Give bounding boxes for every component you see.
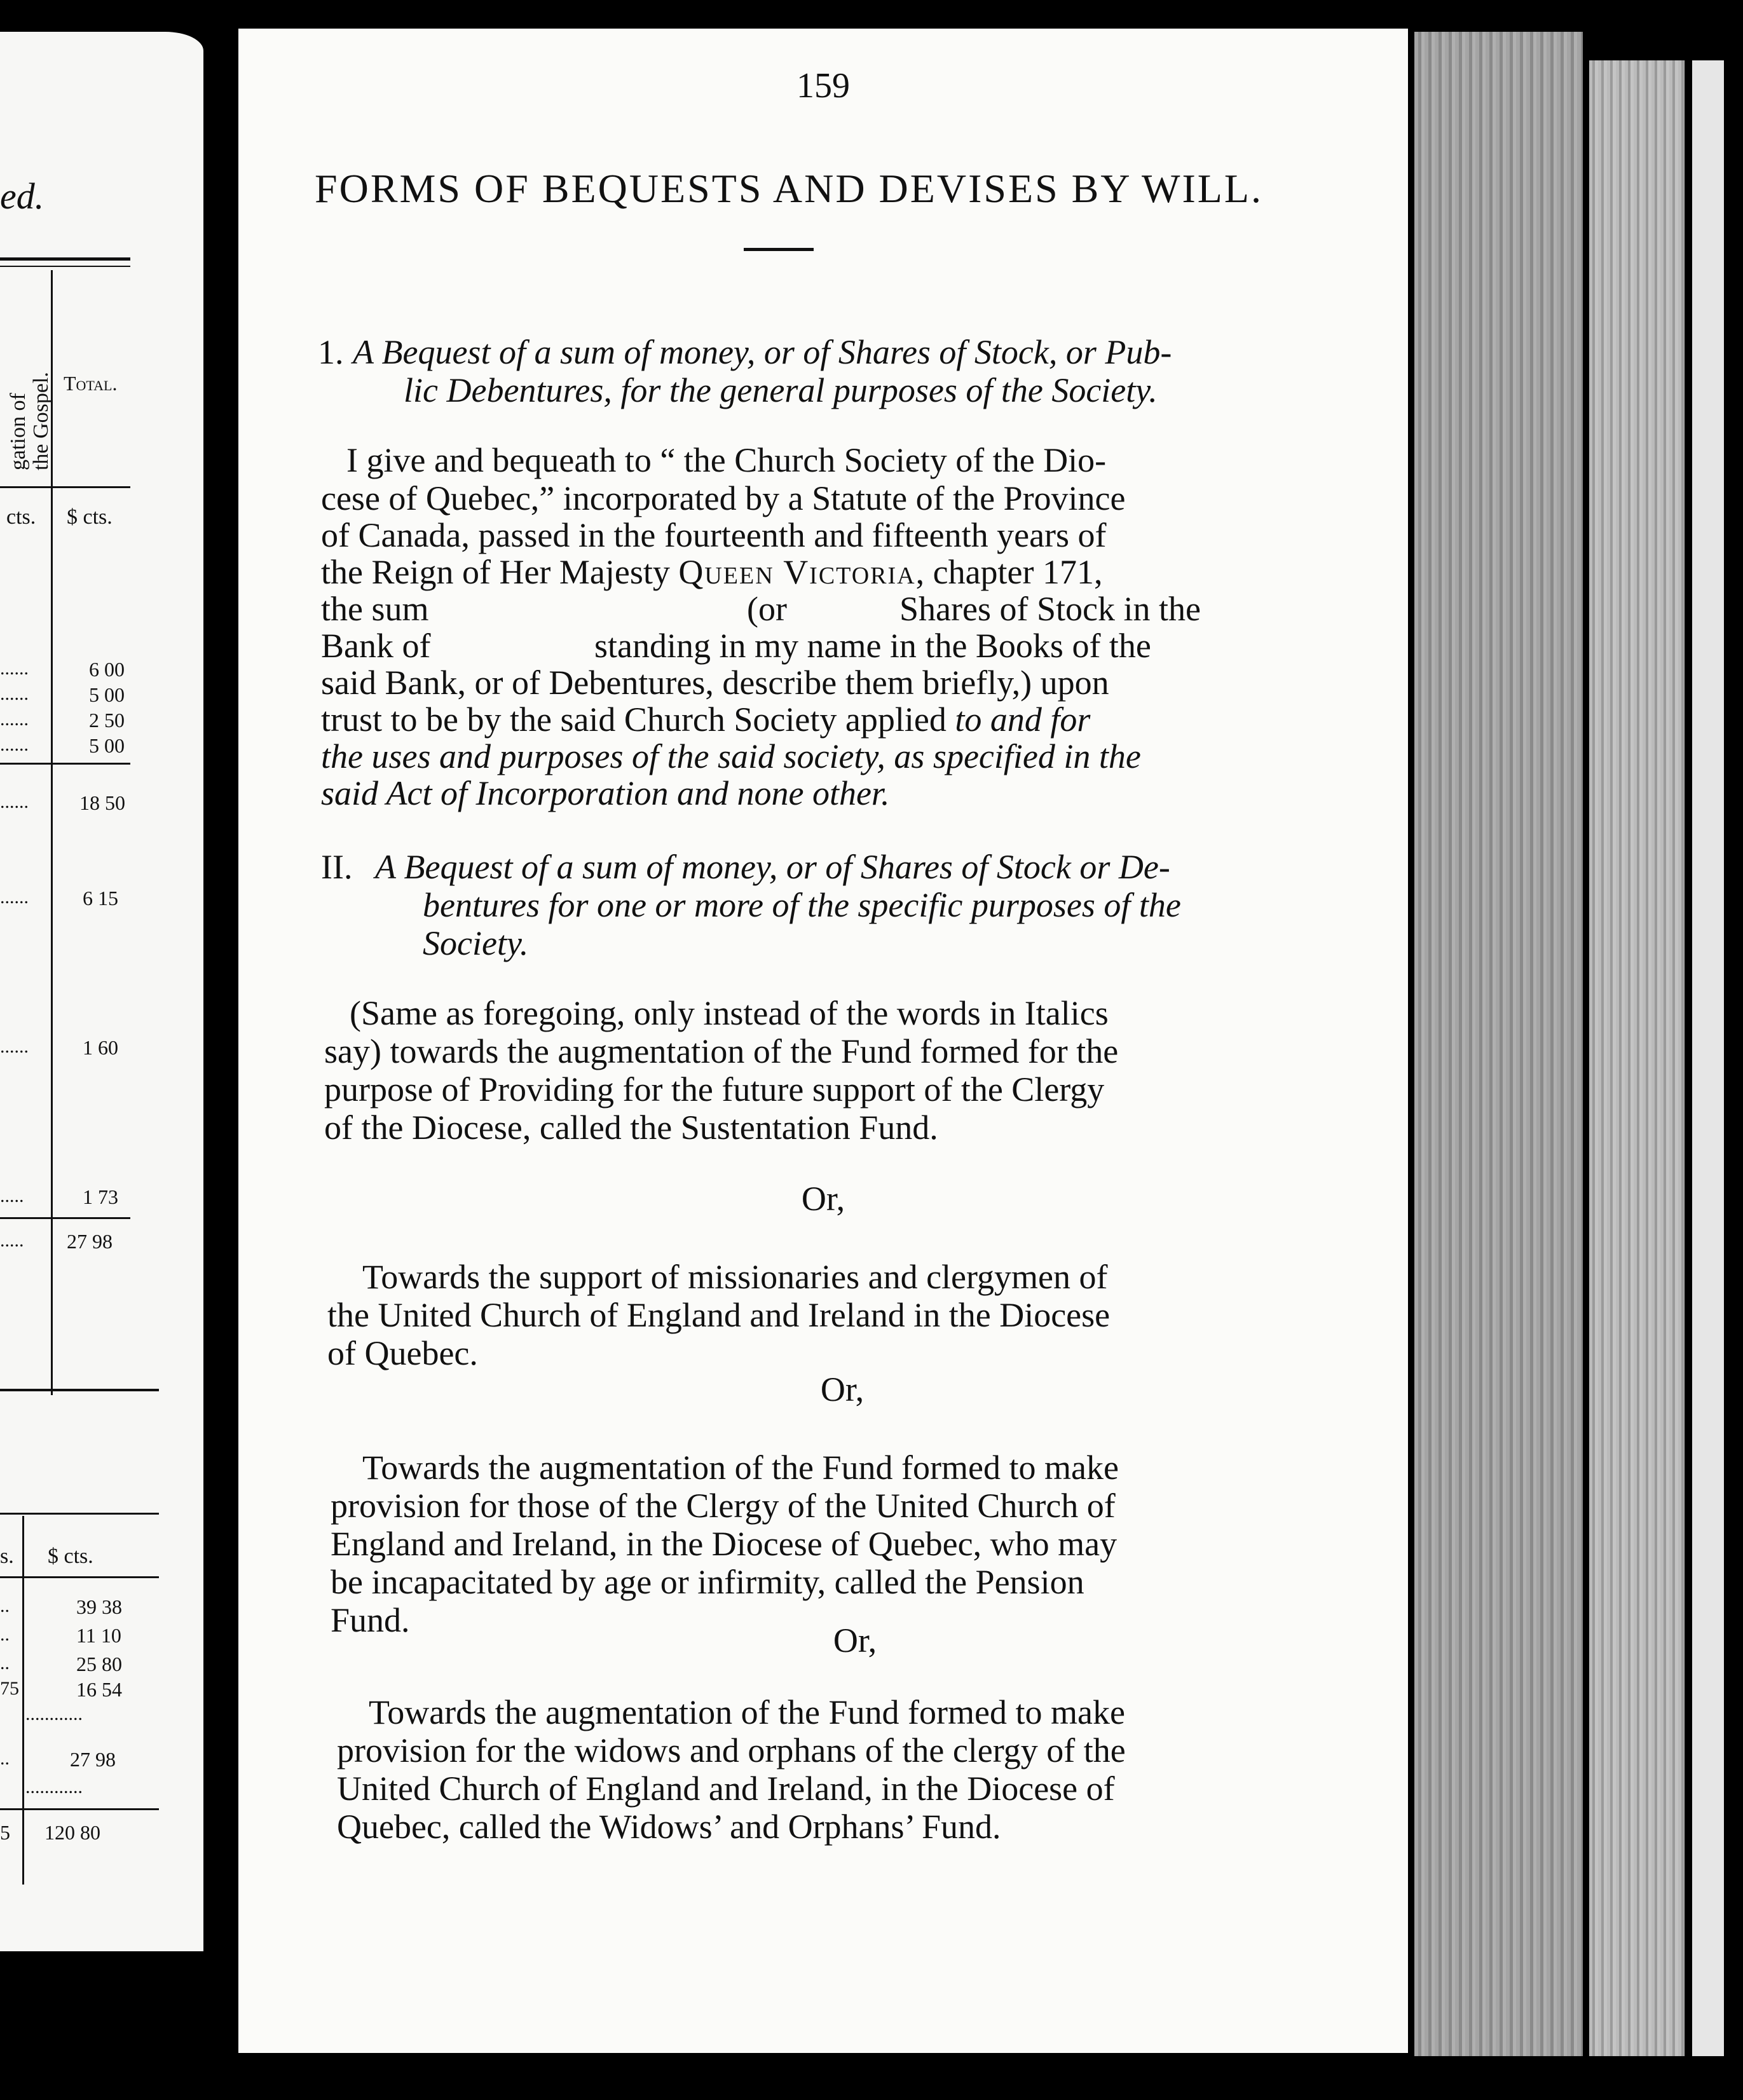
left-total-prefix: 5 (0, 1821, 10, 1844)
section2-para3-line: provision for those of the Clergy of the United Church of (331, 1487, 1116, 1525)
left-dot-leader: .. (0, 1653, 10, 1674)
section1-para-line: cese of Quebec,” incorporated by a Statute of the Province (321, 479, 1126, 517)
section2-para-line: say) towards the augmentation of the Fund formed for the (324, 1032, 1119, 1070)
section1-para-line: Bank of (321, 627, 431, 665)
section2-para2-line: Towards the support of missionaries and clergymen of (362, 1258, 1108, 1296)
left-subtotal: 18 50 (79, 791, 125, 814)
section1-para-line: standing in my name in the Books of the (594, 627, 1151, 665)
left-unit-dollar-cts: $ cts. (67, 505, 113, 529)
queen-victoria: Queen Victoria (678, 553, 916, 591)
section1-para-line (321, 554, 1103, 590)
left-entry: 1 60 (83, 1036, 118, 1059)
left-entry: 25 80 (76, 1653, 122, 1675)
page-title: FORMS OF BEQUESTS AND DEVISES BY WILL. (315, 166, 1263, 211)
left-table2-column-line (22, 1516, 24, 1885)
page-edge-block (1414, 32, 1583, 2056)
section1-para-line-c: , chapter 171, (915, 553, 1103, 591)
left-subtotal: 27 98 (67, 1230, 113, 1253)
left-table2-header-rule (0, 1576, 159, 1578)
or-separator: Or, (820, 1370, 865, 1408)
left-dot-leader: ............ (25, 1776, 83, 1797)
left-dot-leader: ...... (0, 734, 29, 755)
left-table-top-rule (0, 257, 130, 261)
left-dot-leader: .. (0, 1748, 10, 1769)
section1-para-line: the sum (321, 590, 429, 628)
left-table2-top-rule (0, 1513, 159, 1515)
section2-para4-line: provision for the widows and orphans of the clergy of the (337, 1731, 1126, 1769)
section1-para-line: Shares of Stock in the (899, 590, 1201, 628)
title-rule (744, 248, 814, 251)
section2-para4-line: Towards the augmentation of the Fund formed to make (369, 1693, 1125, 1731)
left-dot-leader: .. (0, 1624, 10, 1645)
section1-para-line: said Bank, or of Debentures, describe them briefly,) upon (321, 664, 1109, 702)
section2-para3-line: be incapacitated by age or infirmity, called the Pension (331, 1563, 1084, 1601)
section2-para4-line: Quebec, called the Widows’ and Orphans’ Fund. (337, 1808, 1001, 1846)
section1-para-line: the uses and purposes of the said society, as specified in the (321, 737, 1141, 775)
section1-para-line: of Canada, passed in the fourteenth and fifteenth years of (321, 516, 1107, 554)
left-unit-dollar-cts-2: $ cts. (48, 1544, 93, 1568)
section2-para2-line: of Quebec. (327, 1334, 478, 1372)
main-page (238, 29, 1408, 2053)
or-separator: Or, (833, 1621, 877, 1660)
section1-para-line: (or (747, 590, 787, 628)
left-table-top-rule-thin (0, 266, 130, 267)
section2-para-line: (Same as foregoing, only instead of the words in Italics (350, 994, 1109, 1032)
section1-para-line-a: the Reign of Her Majesty (321, 553, 679, 591)
left-dot-leader: ...... (0, 658, 29, 679)
section1-para-italic: to and for (955, 700, 1091, 739)
section2-para-line: of the Diocese, called the Sustentation Fund. (324, 1108, 938, 1147)
section1-para-line-a: trust to be by the said Church Society applied (321, 700, 955, 739)
left-unit-cts: cts. (6, 505, 36, 529)
left-dot-leader: ..... (0, 1230, 24, 1251)
left-col-header-1: gation of (6, 393, 30, 470)
section2-heading-line2: bentures for one or more of the specific purposes of the (423, 886, 1181, 924)
left-dot-leader: ............ (25, 1703, 83, 1724)
section2-numeral: II. (321, 848, 353, 886)
section1-heading-line1: A Bequest of a sum of money, or of Shares of Stock, or Pub- (353, 333, 1172, 371)
section2-para3-line: England and Ireland, in the Diocese of Quebec, who may (331, 1525, 1118, 1563)
left-subtotal: 27 98 (70, 1748, 116, 1771)
left-subtotal-rule (0, 763, 130, 765)
left-dot-leader: ...... (0, 791, 29, 812)
left-entry: 6 00 (89, 658, 125, 681)
section2-heading-line3: Society. (423, 924, 529, 962)
left-col-header-rotated (6, 311, 51, 470)
section1-para-line: said Act of Incorporation and none other. (321, 774, 890, 812)
left-col-header-total: Total. (64, 372, 118, 395)
left-entry: 16 54 (76, 1678, 122, 1701)
left-dot-leader: ...... (0, 887, 29, 908)
left-dot-leader: ..... (0, 1185, 24, 1206)
page-edge-block-inner (1589, 60, 1685, 2056)
left-entry: 11 10 (76, 1624, 121, 1647)
page-edge-strip (1692, 60, 1724, 2056)
left-entry-prefix: 75 (0, 1678, 19, 1699)
left-entry: 2 50 (89, 709, 125, 732)
left-col-header-2: the Gospel. (29, 372, 53, 470)
left-subtotal-rule (0, 1217, 130, 1219)
left-dot-leader: ...... (0, 709, 29, 730)
section1-numeral: 1. (318, 333, 344, 371)
left-facing-page (0, 32, 203, 1951)
section2-para3-line: Fund. (331, 1601, 410, 1639)
left-total-rule (0, 1808, 159, 1810)
section2-para2-line: the United Church of England and Ireland in the Diocese (327, 1296, 1111, 1334)
left-header-fragment: ed. (0, 175, 44, 217)
section2-para3-line: Towards the augmentation of the Fund formed to make (362, 1449, 1119, 1487)
left-entry: 5 00 (89, 734, 125, 757)
left-entry: 39 38 (76, 1595, 122, 1618)
left-section-rule (0, 1389, 159, 1391)
left-entry: 1 73 (83, 1185, 118, 1208)
left-unit-s: s. (0, 1544, 14, 1568)
section2-para4-line: United Church of England and Ireland, in the Diocese of (337, 1769, 1115, 1808)
left-dot-leader: ...... (0, 1036, 29, 1057)
left-entry: 5 00 (89, 683, 125, 706)
section1-para-line: I give and bequeath to “ the Church Society of the Dio- (346, 441, 1107, 479)
or-separator: Or, (801, 1180, 845, 1218)
left-total: 120 80 (44, 1821, 100, 1844)
section2-para-line: purpose of Providing for the future support of the Clergy (324, 1070, 1105, 1108)
section2-heading-line1: A Bequest of a sum of money, or of Shares of Stock or De- (375, 848, 1170, 886)
page-number: 159 (796, 66, 850, 106)
section1-heading-line2: lic Debentures, for the general purposes of the Society. (404, 371, 1158, 409)
left-dot-leader: .. (0, 1595, 10, 1616)
left-entry: 6 15 (83, 887, 118, 910)
left-header-rule (0, 486, 130, 488)
left-dot-leader: ...... (0, 683, 29, 704)
section1-para-line (321, 701, 1090, 738)
